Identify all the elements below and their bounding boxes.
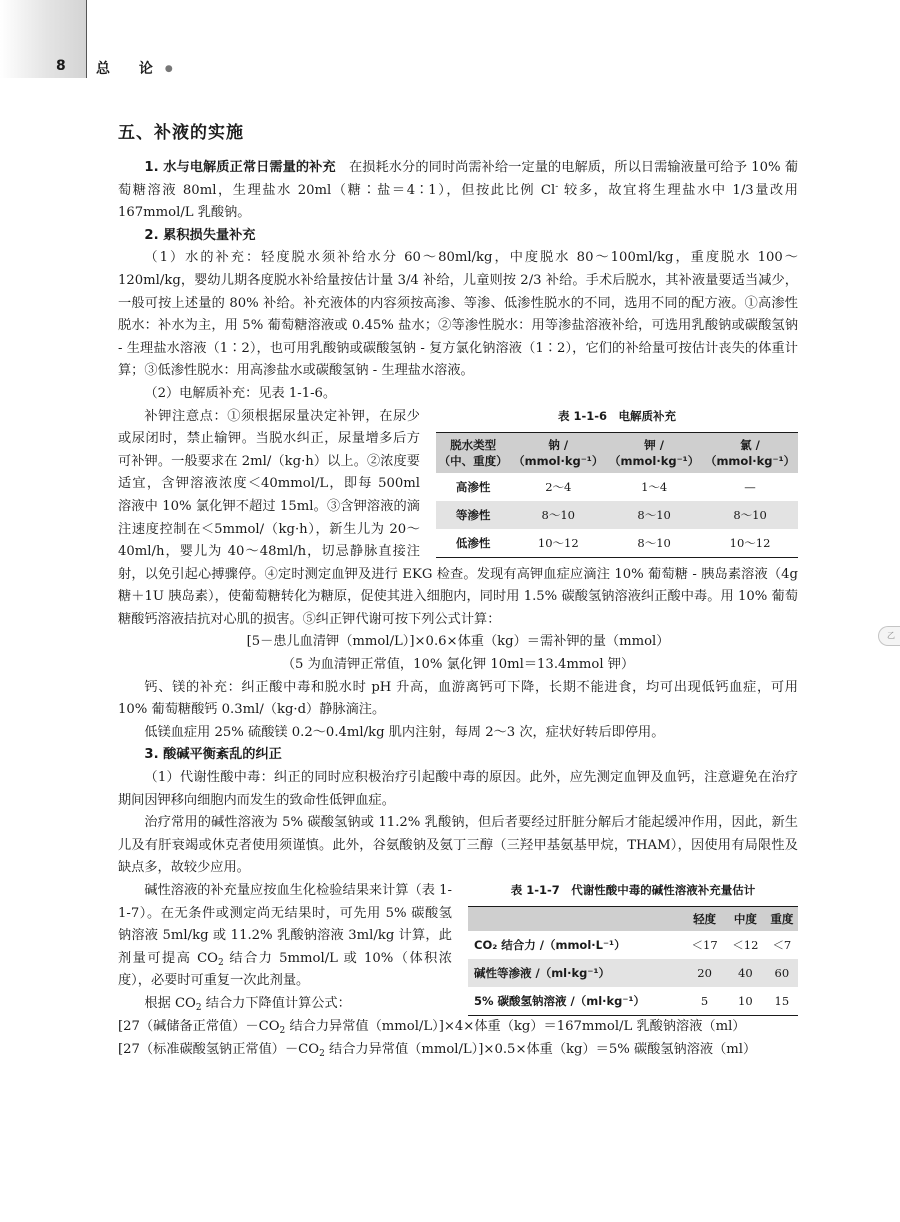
table-header-cell: 重度 [766, 907, 798, 932]
table-cell: 15 [766, 987, 798, 1016]
table-cell: 8～10 [606, 529, 702, 558]
paragraph-water: （1）水的补充：轻度脱水须补给水分 60～80ml/kg，中度脱水 80～100ml/kg，重度脱水 100～120ml/kg，婴幼儿期各度脱水补给量按估计量 3/4 补给，儿童则按 2/3 补给。手术后脱水，其补液量要适当减少，一般可按上述量的 80% 补给。补充液体的内容须按高渗、等渗、低渗性脱水的不同，选用不同的配方液。①高渗性脱水：补水为主，用 5% 葡萄糖溶液或 0.45% 盐水；②等渗性脱水：用等渗盐溶液补给，可选用乳酸钠或碳酸氢钠 - 生理盐水溶液（1∶2），也可用乳酸钠或碳酸氢钠 - 复方氯化钠溶液（1∶2），它们的补给量可按估计丧失的体重计算；③低渗性脱水：用高渗盐水或碳酸氢钠 - 生理盐水溶液。 [118, 250, 798, 379]
formula-lactate [118, 1016, 798, 1039]
page-corner-tab [0, 0, 86, 78]
subsection-title-2: 2. 累积损失量补充 [144, 227, 256, 243]
subscript-2: 2 [319, 1048, 325, 1059]
table-header-cell [436, 432, 510, 473]
header-line: 钾 / [644, 437, 664, 452]
electrolyte-table [436, 432, 798, 558]
subscript-2: 2 [279, 1026, 286, 1036]
row-label: 高渗性 [455, 479, 491, 494]
table-row [468, 931, 798, 959]
paragraph-alkaline-solutions: 治疗常用的碱性溶液为 5% 碳酸氢钠或 11.2% 乳酸钠，但后者要经过肝脏分解后才能起缓冲作用，因此，新生儿及有肝衰竭或休克者使用须谨慎。此外，谷氨酸钠及氨丁三醇（三羟甲基氨基甲烷，THAM），因使用有局限性及缺点多，故较少应用。 [118, 815, 798, 876]
formula-potassium-note: （5 为血清钾正常值，10% 氯化钾 10ml＝13.4mmol 钾） [281, 657, 635, 673]
table-cell: 10～12 [702, 529, 798, 558]
table-cell: 5 [684, 987, 725, 1016]
header-line: 脱水类型 [450, 437, 497, 452]
table-cell: 2～4 [545, 479, 572, 494]
header-line: （mmol·kg⁻¹） [704, 453, 796, 468]
table-cell: 8～10 [510, 501, 606, 529]
table-row [468, 959, 798, 987]
s1-superscript: - [555, 181, 559, 192]
header-line: （中、重度） [438, 453, 508, 468]
table-cell: ＜12 [732, 938, 759, 952]
page-number: 8 [56, 58, 66, 74]
table-row [436, 501, 798, 529]
paragraph-electrolyte: （2）电解质补充：见表 1-1-6。 [144, 385, 337, 401]
paragraph-s1 [118, 157, 798, 225]
side-tab-mark: 乙 [878, 626, 900, 646]
row-label: 碱性等渗液 /（ml·kg⁻¹） [468, 959, 684, 987]
paragraph-calcium: 钙、镁的补充：纠正酸中毒和脱水时 pH 升高，血游离钙可下降，长期不能进食，均可出现低钙血症，可用 10% 葡萄糖酸钙 0.3ml/（kg·d）静脉滴注。 [118, 679, 798, 718]
formula-potassium: [5－患儿血清钾（mmol/L）]×0.6×体重（kg）＝需补钾的量（mmol） [246, 634, 670, 650]
running-title [96, 58, 173, 78]
alkaline-dose-table [468, 906, 798, 1016]
header-line: （mmol·kg⁻¹） [513, 453, 604, 468]
table-1-1-7-caption: 表 1-1-7 代谢性酸中毒的碱性溶液补充量估计 [510, 883, 756, 897]
paragraph-magnesium: 低镁血症用 25% 硫酸镁 0.2～0.4ml/kg 肌内注射，每周 2～3 次，症状好转后即停用。 [144, 724, 665, 740]
formula-bicarbonate [118, 1039, 798, 1062]
dose-text-a: 碱性溶液的补充量应按血生化检验结果来计算（表 1-1-7）。在无条件或测定尚无结果时，可先用 5% 碳酸氢钠溶液 5ml/kg 或 11.2% 乳酸钠溶液 3ml/kg 计算，此剂量可提高 CO [118, 883, 452, 966]
table-1-1-6 [436, 408, 798, 558]
table-cell: 1～4 [641, 479, 668, 494]
table-cell: 20 [684, 959, 725, 987]
table-header-row [436, 432, 798, 473]
table-cell: 8～10 [606, 501, 702, 529]
table-1-1-6-caption: 表 1-1-6 电解质补充 [557, 408, 677, 423]
s1-text-a: 在损耗水分的同时尚需补给一定量的电解质，所以日需输液量可给予 10% 葡萄糖溶液 80ml，生理盐水 20ml（糖∶盐＝4∶1），但按此比例 Cl [118, 160, 798, 198]
header-line: （mmol·kg⁻¹） [609, 453, 700, 468]
paragraph-acidosis: （1）代谢性酸中毒：纠正的同时应积极治疗引起酸中毒的原因。此外，应先测定血钾及血钙，注意避免在治疗期间因钾移向细胞内而发生的致命性低钾血症。 [118, 770, 798, 808]
table-cell: 8～10 [702, 501, 798, 529]
subsection-title-1: 1. 水与电解质正常日需量的补充 [144, 160, 336, 175]
table-cell: 10～12 [510, 529, 606, 558]
table-cell: — [744, 479, 756, 494]
intro-text-b: 结合力下降值计算公式： [201, 995, 351, 1011]
row-label: 等渗性 [436, 501, 510, 529]
table-row [436, 529, 798, 558]
subscript-2: 2 [218, 957, 224, 968]
table-row [436, 473, 798, 501]
dose-text-b: 结合力 5mmol/L 或 10%（体积浓度），必要时可重复一次此剂量。 [118, 950, 452, 989]
row-label: CO₂ 结合力 /（mmol·L⁻¹） [474, 938, 626, 952]
table-cell: 60 [766, 959, 798, 987]
table-cell: 10 [725, 987, 766, 1016]
formula-bicarbonate-b: 结合力异常值（mmol/L）]×0.5×体重（kg）＝5% 碳酸氢钠溶液（ml） [324, 1041, 757, 1057]
table-header-cell [606, 432, 702, 473]
paragraph-potassium: 补钾注意点：①须根据尿量决定补钾，在尿少或尿闭时，禁止输钾。当脱水纠正，尿量增多后方可补钾。一般要求在 2ml/（kg·h）以上。②浓度要适宜，含钾溶液浓度＜40mmol/L，即每 500ml 溶液中 10% 氯化钾不超过 15ml。③含钾溶液的滴注速度控制在＜5mmol/（kg·h），新生儿为 20～40ml/h，婴儿为 40～48ml/h，切忌静脉直接注射，以免引起心搏骤停。④定时测定血钾及进行 EKG 检查。发现有高钾血症应滴注 10% 葡萄糖 - 胰岛素溶液（4g 糖＋1U 胰岛素），使葡萄糖转化为糖原，促使其进入细胞内，同时用 1.5% 碳酸氢钠溶液纠正酸中毒。用 10% 葡萄糖酸钙溶液拮抗对心肌的损害。⑤纠正钾代谢可按下列公式计算： [118, 408, 798, 627]
running-title-text: 总 论 [96, 61, 165, 77]
table-cell: ＜17 [691, 938, 718, 952]
table-header-cell: 中度 [725, 907, 766, 932]
table-cell: ＜7 [772, 938, 792, 952]
formula-lactate-b: 结合力异常值（mmol/L）]×4×体重（kg）＝167mmol/L 乳酸钠溶液（ml） [285, 1019, 746, 1034]
formula-lactate-a: [27（碱储备正常值）－CO [118, 1019, 280, 1034]
section-title: 五、补液的实施 [118, 123, 244, 143]
subsection-title-3: 3. 酸碱平衡紊乱的纠正 [144, 747, 282, 763]
table-header-row [468, 907, 798, 932]
row-label: 5% 碳酸氢钠溶液 /（ml·kg⁻¹） [468, 987, 684, 1016]
header-line: 钠 / [548, 437, 569, 452]
row-label: 低渗性 [436, 529, 510, 558]
table-cell: 40 [725, 959, 766, 987]
subscript-2: 2 [195, 1002, 202, 1013]
header-line: 氯 / [740, 437, 760, 452]
table-header-cell [510, 432, 606, 473]
table-header-cell: 轻度 [684, 907, 725, 932]
header-rule [86, 0, 87, 78]
page-content [118, 118, 798, 1061]
formula-bicarbonate-a: [27（标准碳酸氢钠正常值）－CO [118, 1041, 320, 1057]
running-title-dot: ● [164, 64, 173, 74]
table-header-cell [702, 432, 798, 473]
table-header-cell [468, 907, 684, 932]
intro-text-a: 根据 CO [144, 995, 196, 1011]
s1-text-b: 较多，故宜将生理盐水中 1/3量改用 167mmol/L 乳酸钠。 [118, 182, 798, 221]
table-1-1-7 [468, 882, 798, 1016]
table-row [468, 987, 798, 1016]
